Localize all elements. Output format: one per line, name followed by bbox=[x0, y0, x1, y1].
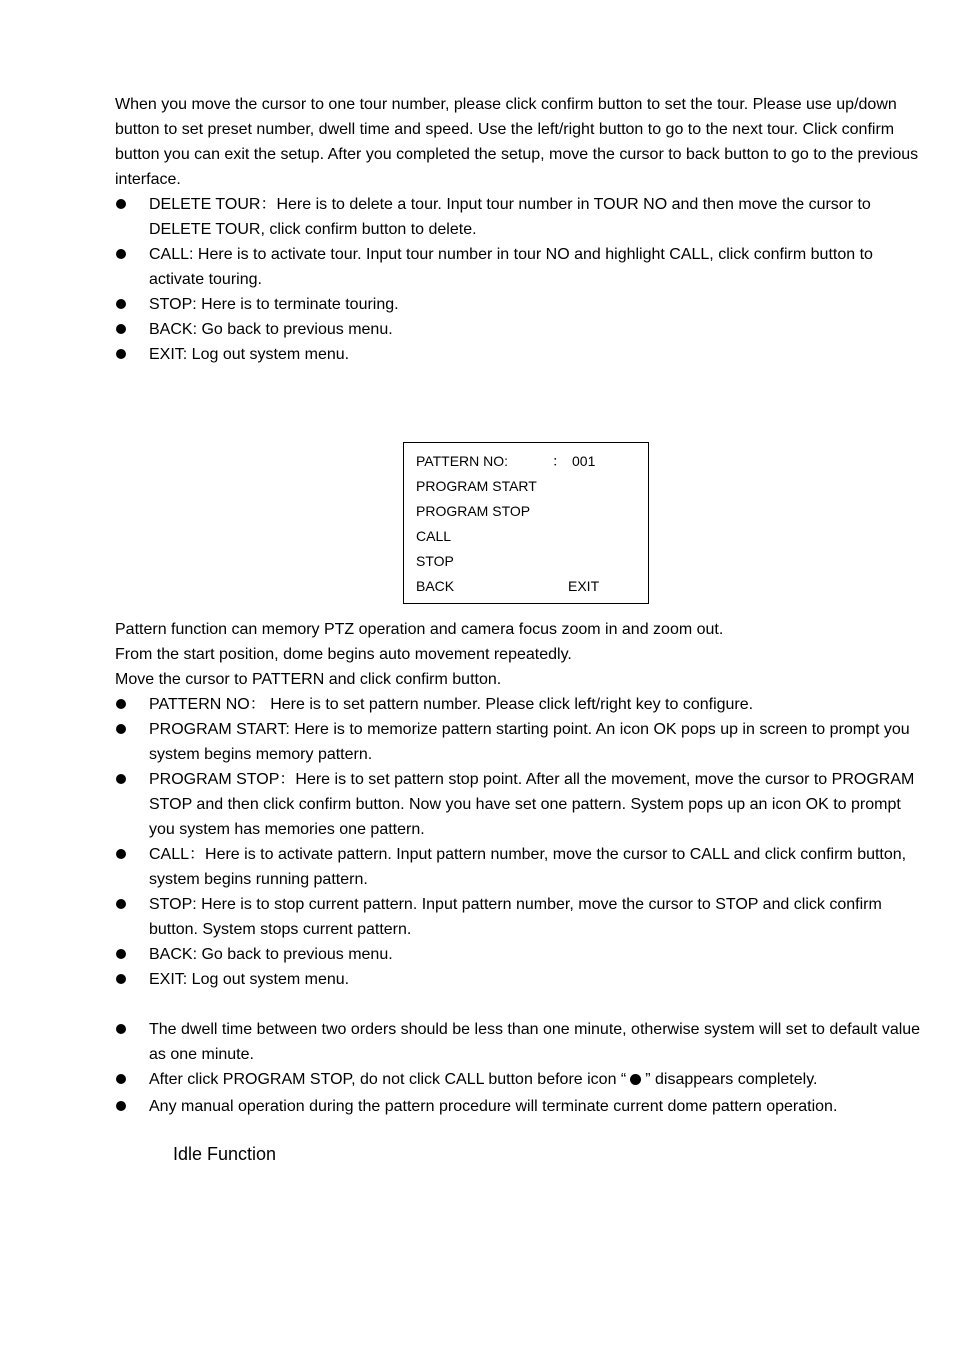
list-item-text: BACK: Go back to previous menu. bbox=[149, 946, 393, 963]
bullet-dot-icon bbox=[116, 349, 126, 359]
list-item bbox=[115, 242, 925, 292]
list-item bbox=[115, 967, 925, 992]
list-item-text: PATTERN NO： Here is to set pattern number. Please click left/right key to configure. bbox=[149, 696, 754, 713]
bullet-dot-icon bbox=[116, 899, 126, 909]
bullet-dot-icon bbox=[116, 724, 126, 734]
list-item-text: DELETE TOUR：Here is to delete a tour. Input tour number in TOUR NO and then move the cursor to DELETE TOUR, click confirm button to delete. bbox=[149, 196, 871, 238]
pattern-no-value: 001 bbox=[572, 453, 596, 469]
note-text: The dwell time between two orders should be less than one minute, otherwise system will set to default value as one minute. bbox=[149, 1021, 921, 1063]
list-item bbox=[115, 292, 925, 317]
intro-paragraph: When you move the cursor to one tour number, please click confirm button to set the tour. Please use up/down button to set preset number, dwell time and speed. Use the left/right button to go to the next tour. Click confirm button you can exit the setup. After you completed the setup, move the cursor to back button to go to the previous interface. bbox=[115, 96, 919, 188]
list-item bbox=[115, 192, 925, 242]
bullet-dot-icon bbox=[116, 949, 126, 959]
list-item bbox=[115, 717, 925, 767]
list-item-text: STOP: Here is to stop current pattern. Input pattern number, move the cursor to STOP and click confirm button. System stops current pattern. bbox=[149, 896, 882, 938]
bullet-dot-icon bbox=[116, 699, 126, 709]
pattern-menu-box bbox=[403, 442, 649, 604]
bullet-dot-icon bbox=[116, 1074, 126, 1084]
bullet-dot-icon bbox=[116, 774, 126, 784]
pattern-no-separator: ： bbox=[552, 453, 566, 469]
list-item bbox=[115, 1017, 925, 1067]
pattern-no-label: PATTERN NO: bbox=[416, 453, 509, 469]
menu-item-program-start[interactable]: PROGRAM START bbox=[416, 478, 537, 494]
list-item bbox=[115, 317, 925, 342]
note-text-after: ” disappears completely. bbox=[645, 1071, 818, 1088]
list-item-text: PROGRAM STOP：Here is to set pattern stop point. After all the movement, move the cursor to PROGRAM STOP and then click confirm button. Now you have set one pattern. System pops up an icon OK to prompt you system has memories one pattern. bbox=[149, 771, 915, 838]
tour-bullet-list bbox=[115, 192, 925, 367]
note-text: Any manual operation during the pattern procedure will terminate current dome pattern operation. bbox=[149, 1098, 838, 1115]
note-text-before: After click PROGRAM STOP, do not click CALL button before icon “ bbox=[149, 1071, 627, 1088]
bullet-dot-icon bbox=[116, 324, 126, 334]
list-item-text: PROGRAM START: Here is to memorize pattern starting point. An icon OK pops up in screen to prompt you system begins memory pattern. bbox=[149, 721, 910, 763]
bullet-dot-icon bbox=[116, 1024, 126, 1034]
notes-bullet-list bbox=[115, 1017, 925, 1119]
menu-item-call[interactable]: CALL bbox=[416, 528, 452, 544]
list-item-text: EXIT: Log out system menu. bbox=[149, 346, 350, 363]
filled-circle-icon bbox=[630, 1074, 641, 1085]
list-item bbox=[115, 892, 925, 942]
list-item bbox=[115, 942, 925, 967]
menu-item-exit[interactable]: EXIT bbox=[568, 578, 600, 594]
pattern-line-3: Move the cursor to PATTERN and click confirm button. bbox=[115, 671, 502, 688]
pattern-bullet-list bbox=[115, 692, 925, 992]
list-item bbox=[115, 767, 925, 842]
list-item-text: CALL: Here is to activate tour. Input tour number in tour NO and highlight CALL, click confirm button to activate touring. bbox=[149, 246, 873, 288]
list-item bbox=[115, 692, 925, 717]
bullet-dot-icon bbox=[116, 974, 126, 984]
pattern-line-1: Pattern function can memory PTZ operation and camera focus zoom in and zoom out. bbox=[115, 621, 724, 638]
list-item bbox=[115, 842, 925, 892]
bullet-dot-icon bbox=[116, 249, 126, 259]
list-item-text: BACK: Go back to previous menu. bbox=[149, 321, 393, 338]
list-item bbox=[115, 1067, 925, 1092]
pattern-line-2: From the start position, dome begins auto movement repeatedly. bbox=[115, 646, 572, 663]
menu-item-back[interactable]: BACK bbox=[416, 578, 455, 594]
bullet-dot-icon bbox=[116, 1101, 126, 1111]
menu-item-program-stop[interactable]: PROGRAM STOP bbox=[416, 503, 531, 519]
list-item-text: STOP: Here is to terminate touring. bbox=[149, 296, 399, 313]
list-item bbox=[115, 1094, 925, 1119]
menu-item-pattern-no[interactable] bbox=[416, 449, 596, 474]
bullet-dot-icon bbox=[116, 849, 126, 859]
bullet-dot-icon bbox=[116, 199, 126, 209]
list-item-text: EXIT: Log out system menu. bbox=[149, 971, 350, 988]
bullet-dot-icon bbox=[116, 299, 126, 309]
list-item-text: CALL：Here is to activate pattern. Input pattern number, move the cursor to CALL and click confirm button, system begins running pattern. bbox=[149, 846, 907, 888]
section-heading: Idle Function bbox=[173, 1144, 277, 1164]
menu-item-stop[interactable]: STOP bbox=[416, 553, 454, 569]
list-item bbox=[115, 342, 925, 367]
